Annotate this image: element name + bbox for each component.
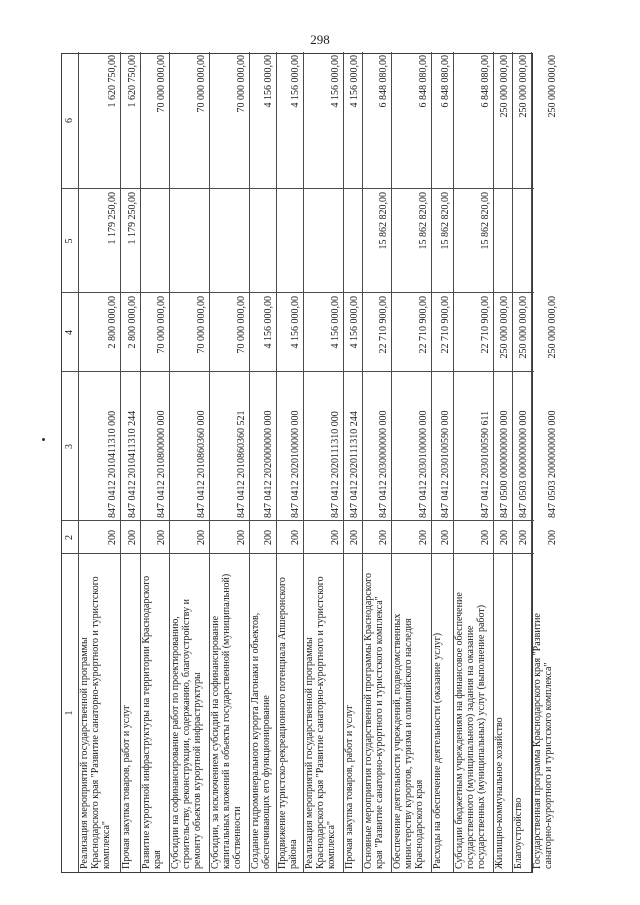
table-cell-code: 200 — [127, 530, 138, 545]
table-cell-col5 — [156, 192, 168, 290]
table-cell-col4: 70 000 000,00 — [196, 296, 207, 354]
table-cell-code: 200 — [440, 530, 451, 545]
table-cell-name: Создание гидроминерального курорта Лагонаки и объектов, обеспечивающих его функционирование — [250, 612, 272, 869]
rotated-page-content — [61, 53, 558, 873]
table-cell-name: Прочая закупка товаров, работ и услуг — [344, 704, 355, 869]
table-cell-col4: 250 000 000,00 — [499, 296, 510, 359]
table-cell-col5: 15 862 820,00 — [440, 192, 451, 250]
table-cell-code: 200 — [196, 530, 207, 545]
table-cell-name: Субсидии, за исключением субсидий на софинансирование капитальных вложений в объекты государственной (муниципальной) собственности — [210, 573, 243, 869]
table-cell-col4: 250 000 000,00 — [518, 296, 529, 359]
table-cell-col4: 4 156 000,00 — [349, 296, 360, 349]
table-cell-col4: 70 000 000,00 — [156, 296, 167, 354]
table-cell-col5 — [518, 192, 530, 290]
table-cell-code: 200 — [418, 530, 429, 545]
table-cell-kbk: 847 0412 2020000000 000 — [263, 410, 274, 518]
table-cell-col4: 22 710 900,00 — [440, 296, 451, 354]
table-cell-col6: 4 156 000,00 — [263, 55, 274, 108]
table-cell-col5: 15 862 820,00 — [480, 192, 491, 250]
column-divider — [62, 188, 534, 189]
table-cell-name: Благоустройство — [513, 797, 524, 869]
table-cell-kbk: 847 0412 2030100000 000 — [418, 410, 429, 518]
table-cell-kbk: 847 0503 0000000000 000 — [518, 410, 529, 518]
table-cell-code: 200 — [107, 530, 118, 545]
table-cell-col6: 4 156 000,00 — [330, 55, 341, 108]
header-cell-3: 3 — [64, 444, 75, 449]
column-divider — [62, 371, 534, 372]
header-cell-2: 2 — [64, 535, 75, 540]
budget-table — [61, 53, 558, 873]
table-cell-col5 — [547, 192, 559, 290]
table-cell-col4: 250 000 000,00 — [547, 296, 558, 359]
table-cell-col6: 250 000 000,00 — [547, 55, 558, 118]
table-cell-col4: 22 710 900,00 — [418, 296, 429, 354]
table-cell-name: Обеспечение деятельности учреждений, подведомственных министерству курортов, туризма и олимпийского наследия Краснодарского края — [392, 613, 425, 869]
table-cell-name: Жилищно-коммунальное хозяйство — [494, 717, 505, 869]
table-cell-col5 — [290, 192, 302, 290]
table-cell-col6: 4 156 000,00 — [349, 55, 360, 108]
table-cell-col5 — [263, 192, 275, 290]
table-cell-code: 200 — [349, 530, 360, 545]
table-cell-code: 200 — [480, 530, 491, 545]
table-cell-col6: 1 620 750,00 — [127, 55, 138, 108]
table-cell-kbk: 847 0412 2020100000 000 — [290, 410, 301, 518]
table-cell-code: 200 — [156, 530, 167, 545]
table-cell-kbk: 847 0500 0000000000 000 — [499, 410, 510, 518]
table-cell-code: 200 — [499, 530, 510, 545]
table-cell-code: 200 — [547, 530, 558, 545]
table-cell-kbk: 847 0412 2030000000 000 — [378, 410, 389, 518]
table-cell-kbk: 847 0412 2020111310 000 — [330, 411, 341, 518]
table-cell-name: Основные мероприятия государственной программы Краснодарского края "Развитие санаторно-курортного и туристского комплекса" — [363, 573, 385, 869]
header-cell-5: 5 — [64, 238, 75, 244]
table-cell-name: Расходы на обеспечение деятельности (оказание услуг) — [432, 632, 443, 869]
table-cell-col4: 4 156 000,00 — [330, 296, 341, 349]
table-cell-col5: 1 179 250,00 — [127, 192, 138, 245]
table-cell-kbk: 847 0412 2010411310 244 — [127, 410, 138, 518]
table-cell-col5 — [499, 192, 511, 290]
header-cell-1: 1 — [64, 710, 75, 716]
table-cell-col4: 2 800 000,00 — [127, 296, 138, 349]
table-cell-kbk: 847 0412 2010860360 521 — [236, 410, 247, 518]
table-cell-col6: 250 000 000,00 — [518, 55, 529, 118]
table-cell-col4: 2 800 000,00 — [107, 296, 118, 349]
table-cell-code: 200 — [263, 530, 274, 545]
table-cell-col6: 1 620 750,00 — [107, 55, 118, 108]
header-cell-4: 4 — [64, 330, 75, 335]
table-cell-name: Реализация мероприятий государственной программы Краснодарского края "Развитие санаторно-курортного и туристского комплекса" — [79, 576, 112, 869]
table-cell-code: 200 — [290, 530, 301, 545]
table-cell-code: 200 — [378, 530, 389, 545]
table-cell-name: Государственная программа Краснодарского края "Развитие санаторно-курортного и туристского комплекса" — [532, 613, 554, 869]
table-cell-name: Реализация мероприятий государственной программы Краснодарского края "Развитие санаторно-курортного и туристского комплекса" — [304, 576, 337, 869]
table-cell-name: Субсидии бюджетным учреждениям на финансовое обеспечение государственного (муниципального) задания на оказание государственных (муниципальных) услуг (выполнение работ) — [454, 592, 487, 869]
table-cell-col6: 4 156 000,00 — [290, 55, 301, 108]
table-cell-name: Развитие курортной инфраструктуры на территории Краснодарского края — [141, 575, 163, 869]
page-number: 298 — [310, 32, 330, 47]
table-cell-code: 200 — [236, 530, 247, 545]
column-divider — [62, 292, 534, 293]
table-cell-col4: 22 710 900,00 — [378, 296, 389, 354]
table-cell-kbk: 847 0412 2010411310 000 — [107, 410, 118, 518]
table-cell-col6: 70 000 000,00 — [196, 55, 207, 113]
table-cell-col5 — [196, 192, 208, 290]
table-cell-col5 — [236, 192, 248, 290]
table-cell-col4: 22 710 900,00 — [480, 296, 491, 354]
table-cell-kbk: 847 0412 2030100590 611 — [480, 410, 491, 518]
table-cell-col4: 4 156 000,00 — [290, 296, 301, 349]
table-cell-kbk: 847 0503 2000000000 000 — [547, 410, 558, 518]
table-cell-kbk: 847 0412 2030100590 000 — [440, 410, 451, 518]
table-cell-col6: 6 848 080,00 — [480, 55, 491, 108]
table-cell-name: Продвижение туристско-рекреационного потенциала Апшеронского района — [277, 577, 299, 869]
table-cell-col6: 70 000 000,00 — [236, 55, 247, 113]
table-cell-col4: 4 156 000,00 — [263, 296, 274, 349]
table-cell-col5: 15 862 820,00 — [418, 192, 429, 250]
column-divider — [62, 520, 534, 521]
table-cell-col5: 15 862 820,00 — [378, 192, 389, 250]
table-cell-col5 — [330, 192, 342, 290]
table-cell-name: Прочая закупка товаров, работ и услуг — [121, 704, 132, 869]
header-cell-6: 6 — [64, 118, 75, 123]
table-cell-kbk: 847 0412 2020111310 244 — [349, 411, 360, 518]
column-divider — [62, 553, 534, 554]
table-cell-col5: 1 179 250,00 — [107, 192, 118, 245]
table-cell-col5 — [349, 192, 361, 290]
table-cell-col6: 6 848 080,00 — [418, 55, 429, 108]
table-cell-kbk: 847 0412 2010860360 000 — [196, 410, 207, 518]
table-cell-col6: 6 848 080,00 — [440, 55, 451, 108]
table-cell-kbk: 847 0412 2010800000 000 — [156, 410, 167, 518]
table-cell-col6: 250 000 000,00 — [499, 55, 510, 118]
table-cell-col6: 6 848 080,00 — [378, 55, 389, 108]
table-cell-code: 200 — [330, 530, 341, 545]
table-cell-name: Субсидии на софинансирование работ по проектированию, строительству, реконструкции, содержанию, благоустройству и ремонту объектов курортной инфраструктуры — [170, 599, 203, 869]
table-cell-code: 200 — [518, 530, 529, 545]
table-cell-col6: 70 000 000,00 — [156, 55, 167, 113]
table-cell-col4: 70 000 000,00 — [236, 296, 247, 354]
scan-speck — [42, 438, 45, 441]
